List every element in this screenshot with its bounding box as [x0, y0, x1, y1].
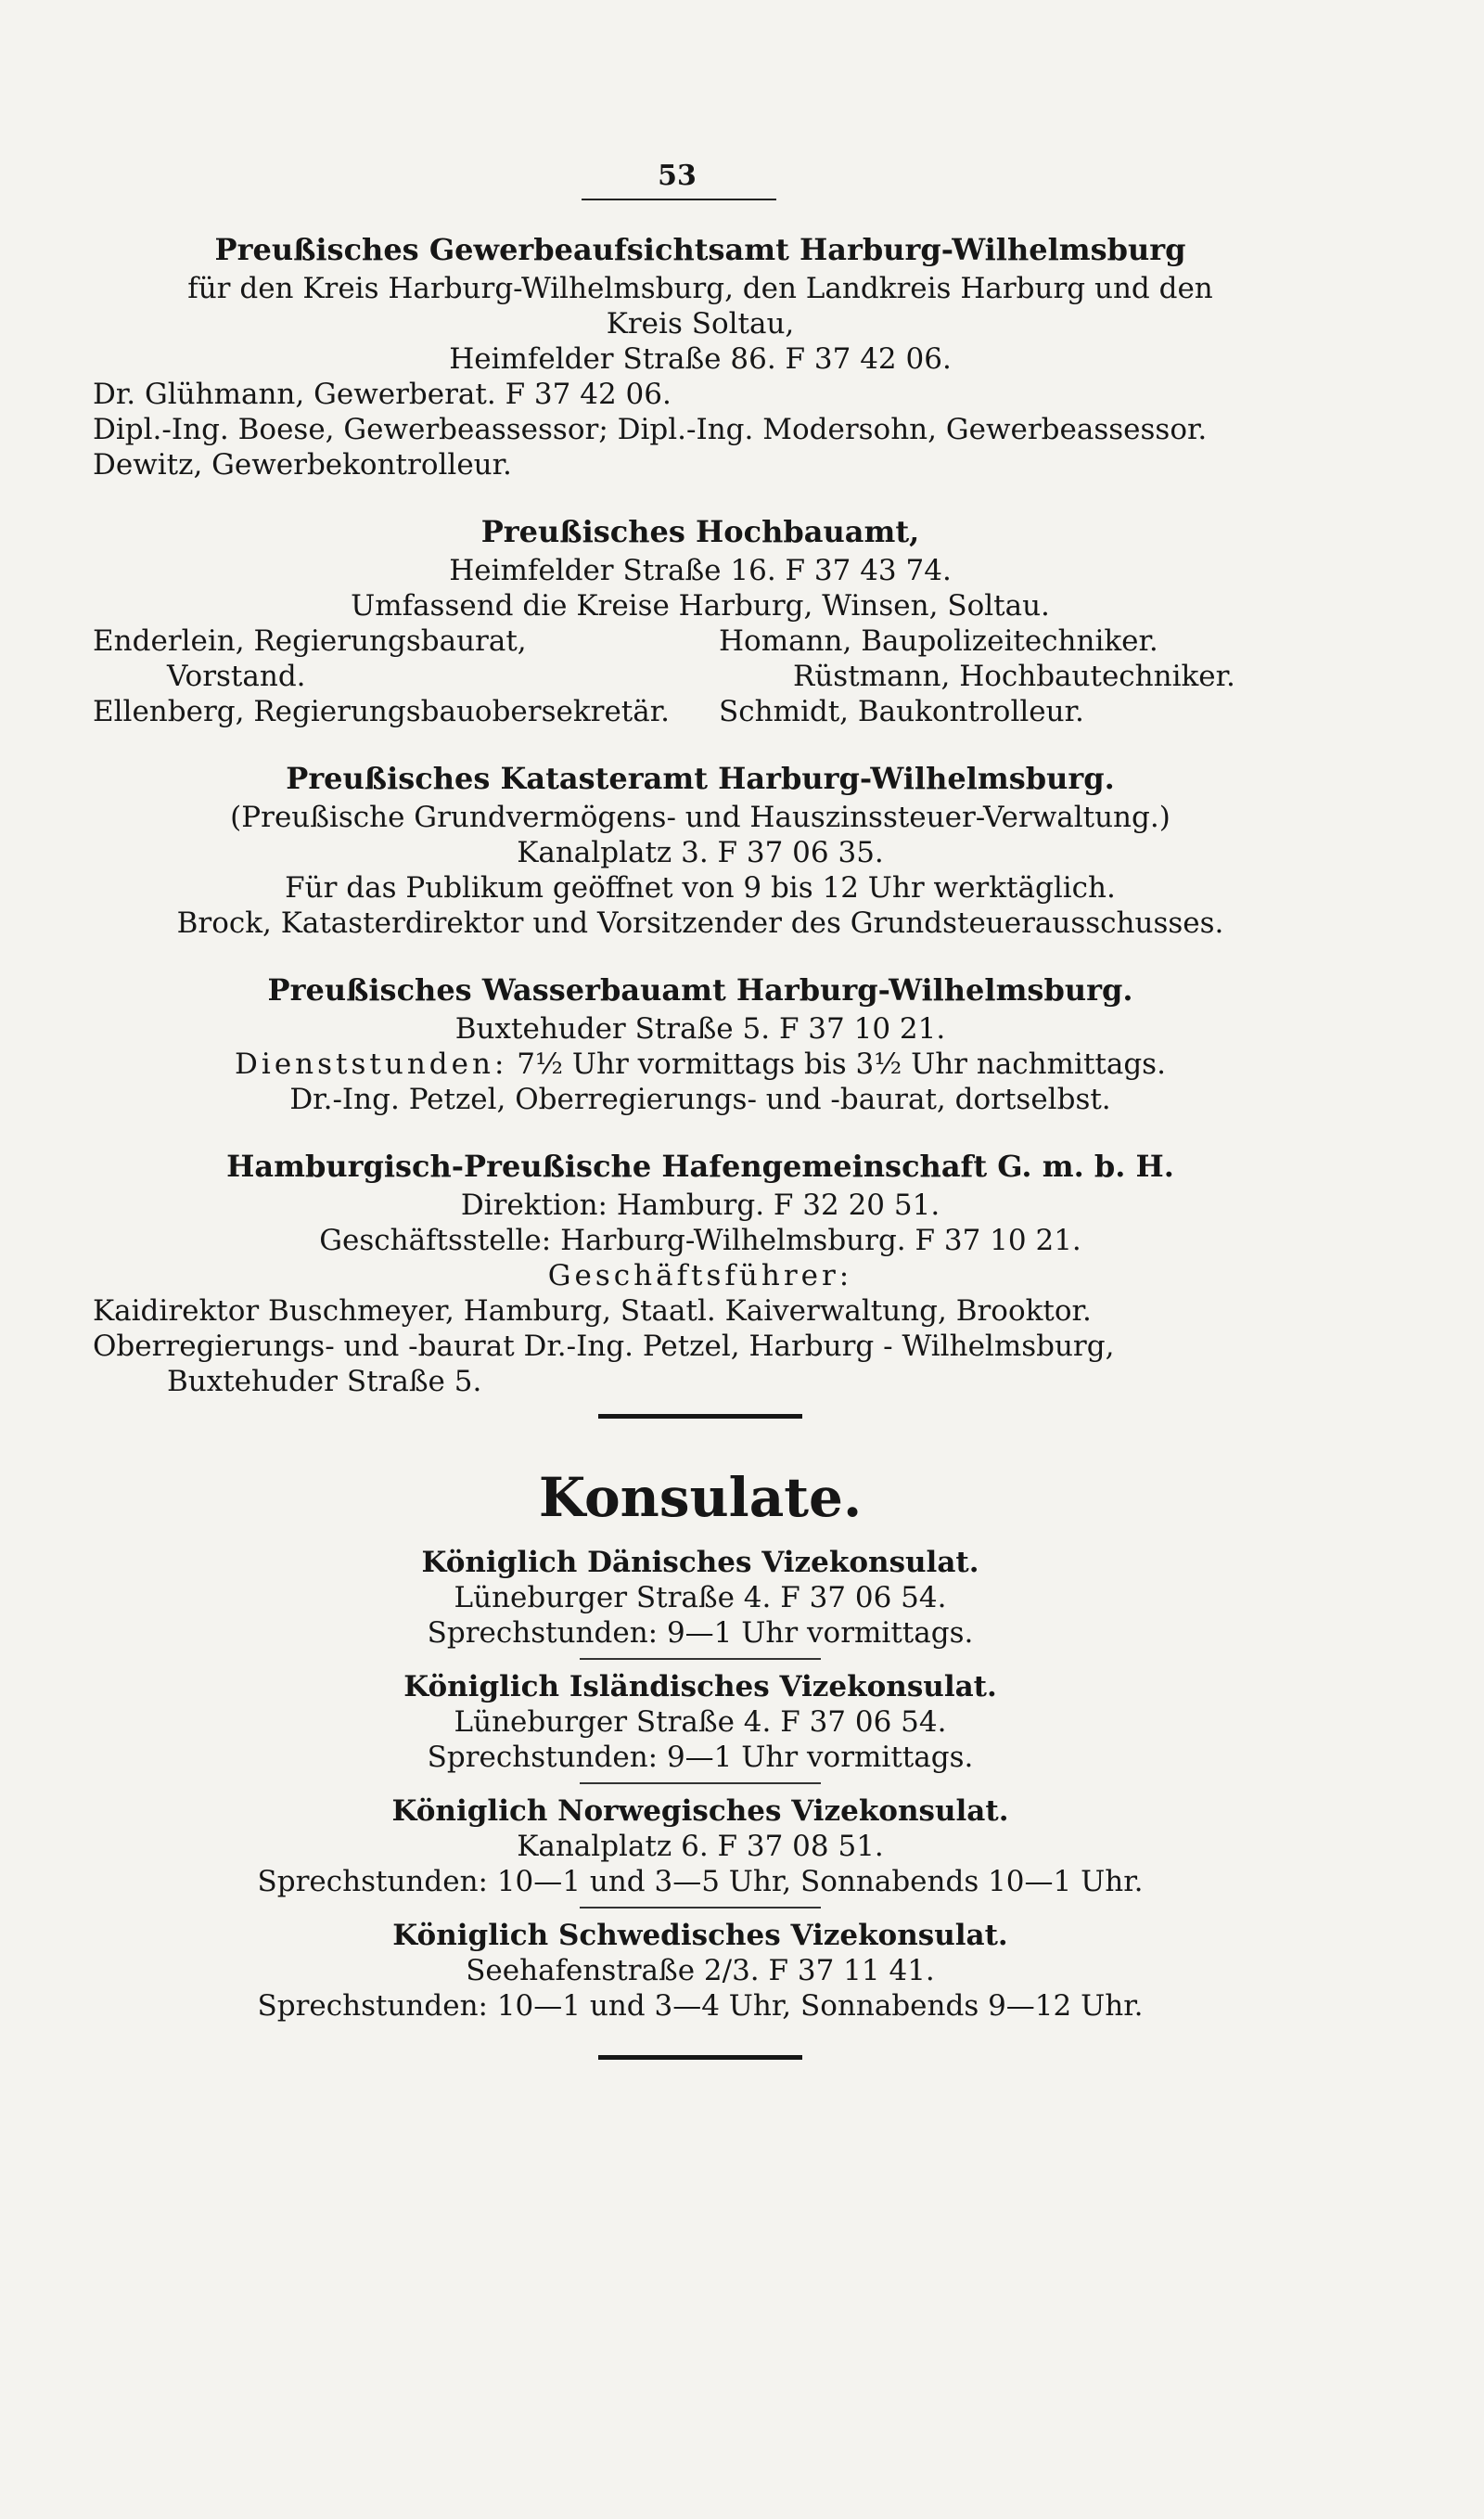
staff-line: Dewitz, Gewerbekontrolleur. — [93, 448, 512, 482]
manager-line: Kaidirektor Buschmeyer, Hamburg, Staatl. Kaiverwaltung, Brooktor. — [93, 1294, 1092, 1328]
konsulate-heading: Konsulate. — [538, 1466, 863, 1529]
staff-row — [93, 659, 1308, 694]
section-title: Preußisches Hochbauamt, — [480, 514, 920, 549]
end-divider — [598, 2055, 802, 2060]
consulate-entry — [93, 1545, 1308, 1651]
consulate-hours: Sprechstunden: 10—1 und 3—5 Uhr, Sonnabends 10—1 Uhr. — [257, 1865, 1144, 1898]
section-gewerbeaufsichtsamt — [93, 232, 1308, 482]
consulate-title: Königlich Schwedisches Vizekonsulat. — [392, 1919, 1008, 1952]
address-line: Heimfelder Straße 86. F 37 42 06. — [449, 342, 952, 376]
page-number-rule — [582, 199, 776, 200]
hours-line — [93, 1047, 1308, 1082]
consulate-hours: Sprechstunden: 9—1 Uhr vormittags. — [427, 1616, 974, 1650]
address-line: Heimfelder Straße 16. F 37 43 74. — [449, 554, 952, 587]
staff-line: Dr.-Ing. Petzel, Oberregierungs- und -baurat, dortselbst. — [289, 1083, 1111, 1116]
consulate-address: Lüneburger Straße 4. F 37 06 54. — [454, 1705, 947, 1739]
consulate-address: Lüneburger Straße 4. F 37 06 54. — [454, 1581, 947, 1614]
address-line: Kanalplatz 3. F 37 06 35. — [517, 836, 884, 869]
consulate-hours: Sprechstunden: 9—1 Uhr vormittags. — [427, 1741, 974, 1774]
staff-line: Dipl.-Ing. Boese, Gewerbeassessor; Dipl.-Ing. Modersohn, Gewerbeassessor. — [93, 413, 1208, 446]
staff-left: Vorstand. — [167, 660, 306, 693]
direktion-line: Direktion: Hamburg. F 32 20 51. — [460, 1189, 940, 1222]
staff-right: Homann, Baupolizeitechniker. — [719, 624, 1158, 658]
consulate-title: Königlich Norwegisches Vizekonsulat. — [391, 1794, 1009, 1828]
entry-divider — [580, 1782, 821, 1784]
managers-label: Geschäftsführer: — [547, 1259, 853, 1292]
subtitle-line: (Preußische Grundvermögens- und Hauszinssteuer-Verwaltung.) — [230, 801, 1171, 834]
page-number: 53 — [658, 160, 697, 192]
consulate-title: Königlich Dänisches Vizekonsulat. — [421, 1546, 979, 1579]
entry-divider — [580, 1658, 821, 1660]
hours-line: Für das Publikum geöffnet von 9 bis 12 Uhr werktäglich. — [285, 871, 1116, 905]
consulate-address: Seehafenstraße 2/3. F 37 11 41. — [466, 1954, 935, 1987]
section-wasserbauamt — [93, 972, 1308, 1117]
section-title: Preußisches Gewerbeaufsichtsamt Harburg-Wilhelmsburg — [214, 232, 1186, 267]
hours-value: 7½ Uhr vormittags bis 3½ Uhr nachmittags. — [517, 1047, 1166, 1081]
scope-line: Umfassend die Kreise Harburg, Winsen, Soltau. — [351, 589, 1050, 623]
staff-left: Enderlein, Regierungsbaurat, — [93, 624, 527, 658]
manager-line: Oberregierungs- und -baurat Dr.-Ing. Petzel, Harburg - Wilhelmsburg, — [93, 1330, 1115, 1363]
staff-right: Rüstmann, Hochbautechniker. — [793, 660, 1235, 693]
staff-line: Dr. Glühmann, Gewerberat. F 37 42 06. — [93, 378, 672, 411]
staff-row — [93, 694, 1308, 729]
consulate-address: Kanalplatz 6. F 37 08 51. — [517, 1830, 884, 1863]
section-title: Preußisches Wasserbauamt Harburg-Wilhelmsburg. — [267, 972, 1133, 1008]
jurisdiction-line: für den Kreis Harburg-Wilhelmsburg, den Landkreis Harburg und den — [187, 272, 1213, 305]
staff-row — [93, 623, 1308, 659]
consulate-entry — [93, 1669, 1308, 1775]
address-line: Buxtehuder Straße 5. F 37 10 21. — [454, 1012, 946, 1046]
jurisdiction-line: Kreis Soltau, — [606, 307, 795, 341]
page-content — [93, 232, 1308, 2060]
consulate-entry — [93, 1918, 1308, 2024]
section-hochbauamt — [93, 514, 1308, 729]
consulate-title: Königlich Isländisches Vizekonsulat. — [403, 1670, 997, 1703]
geschaeftsstelle-line: Geschäftsstelle: Harburg-Wilhelmsburg. F 37 10 21. — [319, 1224, 1081, 1257]
section-hafengemeinschaft — [93, 1149, 1308, 1399]
staff-left: Ellenberg, Regierungsbauobersekretär. — [93, 695, 670, 728]
consulate-entry — [93, 1793, 1308, 1899]
staff-line: Brock, Katasterdirektor und Vorsitzender des Grundsteuerausschusses. — [176, 906, 1224, 940]
section-title: Hamburgisch-Preußische Hafengemeinschaft G. m. b. H. — [226, 1149, 1174, 1184]
staff-right: Schmidt, Baukontrolleur. — [719, 695, 1084, 728]
consulate-hours: Sprechstunden: 10—1 und 3—4 Uhr, Sonnabends 9—12 Uhr. — [257, 1989, 1144, 2023]
manager-line: Buxtehuder Straße 5. — [167, 1365, 482, 1398]
section-title: Preußisches Katasteramt Harburg-Wilhelmsburg. — [286, 761, 1115, 796]
hours-label: Dienststunden: — [235, 1047, 508, 1081]
section-katasteramt — [93, 761, 1308, 941]
entry-divider — [580, 1907, 821, 1909]
